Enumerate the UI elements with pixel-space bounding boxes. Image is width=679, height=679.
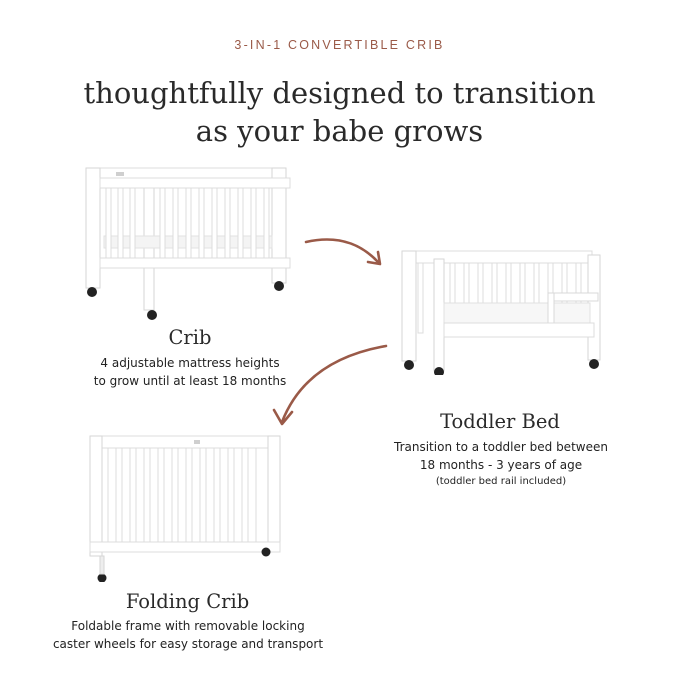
headline-line-1: thoughtfully designed to transition: [83, 76, 596, 110]
eyebrow-label: 3-IN-1 CONVERTIBLE CRIB: [234, 38, 445, 52]
toddler-desc-line-1: Transition to a toddler bed between: [394, 440, 608, 454]
folding-crib-description: [30, 617, 346, 653]
toddler-bed-note: (toddler bed rail included): [435, 476, 567, 487]
toddler-bed-title: Toddler Bed: [440, 410, 560, 433]
headline-line-2: as your babe grows: [195, 114, 484, 148]
crib-title: Crib: [168, 326, 212, 349]
toddler-bed-description: [370, 438, 632, 474]
folding-desc-line-1: Foldable frame with removable locking: [71, 619, 305, 633]
toddler-desc-line-2: 18 months - 3 years of age: [419, 458, 583, 472]
arrow-crib-to-toddler: [300, 232, 390, 272]
page-headline: [0, 74, 679, 150]
crib-desc-line-2: to grow until at least 18 months: [93, 374, 287, 388]
folding-crib-title: Folding Crib: [125, 590, 250, 613]
folding-crib-image: [86, 432, 286, 582]
crib-description: [60, 354, 320, 390]
crib-desc-line-1: 4 adjustable mattress heights: [100, 356, 280, 370]
toddler-bed-image: [398, 245, 618, 375]
folding-desc-line-2: caster wheels for easy storage and transport: [52, 637, 324, 651]
crib-image: [80, 160, 300, 320]
